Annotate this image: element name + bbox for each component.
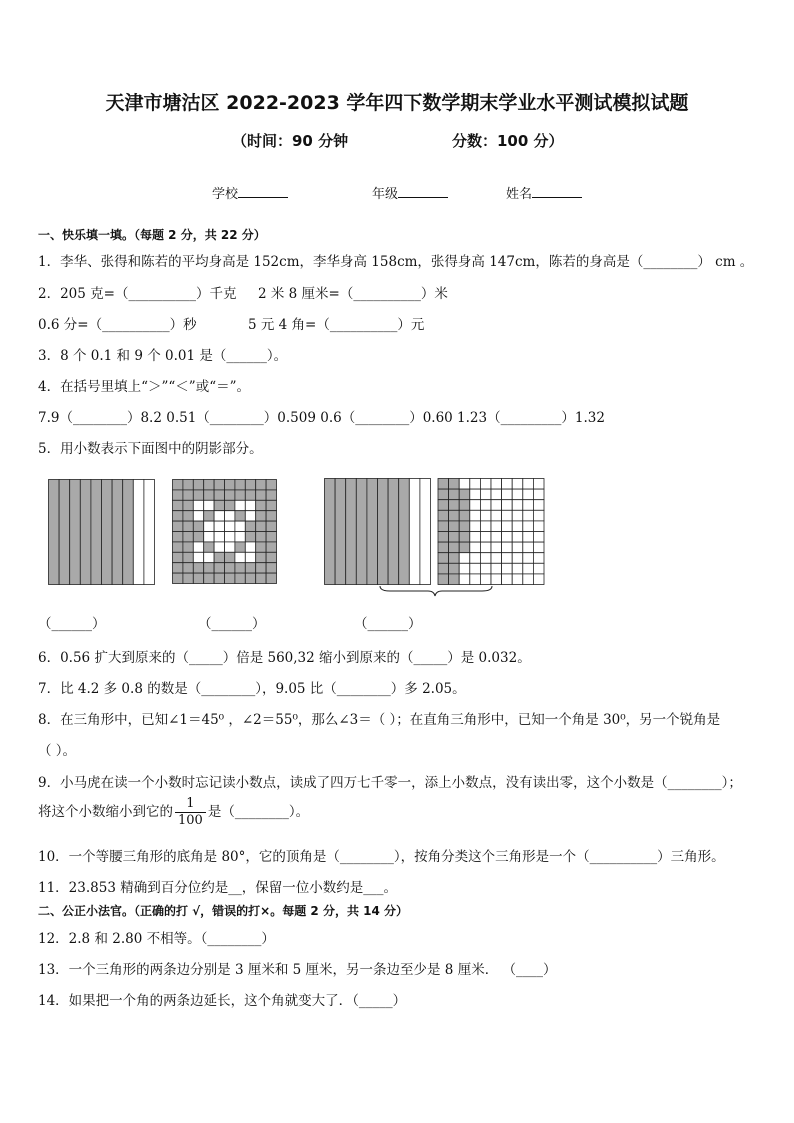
grid-cell xyxy=(449,489,460,500)
question-12: 12．2.8 和 2.80 不相等。（________） xyxy=(38,931,275,947)
column-strip xyxy=(325,479,336,585)
grid-cell xyxy=(245,480,255,490)
grid-cell xyxy=(256,490,266,500)
grid-cell xyxy=(459,563,470,574)
question-5: 5．用小数表示下面图中的阴影部分。 xyxy=(38,441,263,457)
grid-cell xyxy=(245,563,255,573)
column-strip xyxy=(112,480,123,585)
grid-cell xyxy=(512,521,523,532)
grid-cell xyxy=(491,489,502,500)
grid-cell xyxy=(235,511,245,521)
grid-cell xyxy=(204,563,214,573)
grid-cell xyxy=(459,532,470,543)
grid-cell xyxy=(256,563,266,573)
grid-cell xyxy=(266,511,276,521)
grid-cell xyxy=(459,489,470,500)
question-13: 13．一个三角形的两条边分别是 3 厘米和 5 厘米，另一条边至少是 8 厘米． （____） xyxy=(38,962,557,978)
grid-cell xyxy=(183,552,193,562)
fraction xyxy=(175,796,206,829)
grid-cell xyxy=(183,532,193,542)
grid-cell xyxy=(173,563,183,573)
grid-cell xyxy=(256,511,266,521)
grid-cell xyxy=(470,510,481,521)
column-strip xyxy=(144,480,155,585)
grid-cell xyxy=(214,511,224,521)
grid-cell xyxy=(502,542,513,553)
answer-fig3[interactable]: （______） xyxy=(354,616,422,632)
question-9-line1: 9．小马虎在读一个小数时忘记读小数点，读成了四万七千零一，添上小数点，没有读出零，这个小数是（________）； xyxy=(38,775,742,791)
question-9-text-b: 是（________）。 xyxy=(207,804,310,820)
grid-cell xyxy=(173,542,183,552)
grid-cell xyxy=(449,542,460,553)
page-title: 天津市塘沽区 2022-2023 学年四下数学期末学业水平测试模拟试题 xyxy=(105,92,689,114)
grid-cell xyxy=(266,563,276,573)
grid-cell xyxy=(204,573,214,583)
grid-cell xyxy=(256,573,266,583)
grid-cell xyxy=(225,542,235,552)
grid-cell xyxy=(480,574,491,585)
grid-cell xyxy=(214,532,224,542)
column-strip xyxy=(80,480,91,585)
grid-cell xyxy=(502,553,513,564)
grid-cell xyxy=(480,489,491,500)
grid-cell xyxy=(449,479,460,490)
grid-cell xyxy=(533,542,544,553)
grid-cell xyxy=(256,521,266,531)
grid-cell xyxy=(512,553,523,564)
question-1: 1．李华、张得和陈若的平均身高是 152cm，李华身高 158cm，张得身高 147cm，陈若的身高是（________） cm 。 xyxy=(38,254,754,270)
column-strip xyxy=(409,479,420,585)
grid-cell xyxy=(470,553,481,564)
grid-cell xyxy=(204,511,214,521)
grid-cell xyxy=(173,511,183,521)
grid-cell xyxy=(225,563,235,573)
grid-cell xyxy=(183,511,193,521)
grid-cell xyxy=(438,563,449,574)
grid-cell xyxy=(245,542,255,552)
grid-cell xyxy=(470,521,481,532)
grade-field[interactable] xyxy=(372,183,448,202)
grid-cell xyxy=(256,532,266,542)
question-7: 7．比 4.2 多 0.8 的数是（________），9.05 比（________）多 2.05。 xyxy=(38,681,466,697)
grid-cell xyxy=(193,542,203,552)
grid-cell xyxy=(256,480,266,490)
grid-cell xyxy=(193,552,203,562)
fraction-denominator: 100 xyxy=(178,813,203,828)
question-4-items: 7.9（________）8.2 0.51（________）0.509 0.6（________）0.60 1.23（_________）1.32 xyxy=(38,410,605,426)
column-strip xyxy=(420,479,431,585)
grid-cell xyxy=(225,573,235,583)
grid-cell xyxy=(173,480,183,490)
column-strip xyxy=(59,480,70,585)
brace xyxy=(380,586,492,596)
grid-cell xyxy=(225,480,235,490)
grid-cell xyxy=(459,500,470,511)
grid-cell xyxy=(245,532,255,542)
grid-cell xyxy=(512,489,523,500)
section1-title: 一、快乐填一填。（每题 2 分，共 22 分） xyxy=(38,228,266,242)
column-strip xyxy=(102,480,113,585)
name-blank[interactable] xyxy=(532,184,582,198)
grid-cell xyxy=(438,500,449,511)
grid-cell xyxy=(214,480,224,490)
grid-cell xyxy=(225,511,235,521)
figure-grid xyxy=(172,479,278,585)
column-strip xyxy=(70,480,81,585)
grid-cell xyxy=(235,490,245,500)
grid-cell xyxy=(470,500,481,511)
grid-cell xyxy=(438,542,449,553)
grid-cell xyxy=(235,480,245,490)
grid-cell xyxy=(459,574,470,585)
figure-two-grids xyxy=(324,478,546,598)
grid-cell xyxy=(204,542,214,552)
grid-cell xyxy=(183,542,193,552)
school-label: 学校 xyxy=(212,187,239,202)
grid-cell xyxy=(225,490,235,500)
grid-cell xyxy=(266,542,276,552)
section2-title: 二、公正小法官。（正确的打 √，错误的打×。每题 2 分，共 14 分） xyxy=(38,904,408,918)
grid-cell xyxy=(449,532,460,543)
grid-cell xyxy=(235,521,245,531)
grid-cell xyxy=(266,500,276,510)
grid-cell xyxy=(173,490,183,500)
grid-cell xyxy=(214,573,224,583)
grid-cell xyxy=(523,510,534,521)
grid-cell xyxy=(438,521,449,532)
grid-cell xyxy=(459,553,470,564)
grid-cell xyxy=(470,479,481,490)
grid-cell xyxy=(491,510,502,521)
grid-cell xyxy=(470,542,481,553)
grid-cell xyxy=(533,532,544,543)
grid-cell xyxy=(193,532,203,542)
grid-cell xyxy=(193,490,203,500)
grid-cell xyxy=(533,500,544,511)
question-9-line2 xyxy=(38,796,309,829)
question-14: 14．如果把一个角的两条边延长，这个角就变大了．（_____） xyxy=(38,993,407,1009)
grid-cell xyxy=(491,574,502,585)
grid-cell xyxy=(183,521,193,531)
grid-cell xyxy=(533,510,544,521)
grid-cell xyxy=(245,573,255,583)
grid-cell xyxy=(480,521,491,532)
grid-cell xyxy=(512,532,523,543)
grid-cell xyxy=(533,563,544,574)
grid-cell xyxy=(256,542,266,552)
column-strip xyxy=(123,480,134,585)
question-2d: 5 元 4 角=（__________）元 xyxy=(248,317,425,333)
grid-cell xyxy=(204,552,214,562)
grid-cell xyxy=(266,573,276,583)
grid-cell xyxy=(523,553,534,564)
grid-cell xyxy=(214,490,224,500)
figure-columns xyxy=(48,479,156,585)
grid-cell xyxy=(491,521,502,532)
column-strip xyxy=(49,480,60,585)
column-strip xyxy=(378,479,389,585)
grid-cell xyxy=(502,489,513,500)
question-2a: 2．205 克=（__________）千克 xyxy=(38,286,237,302)
grid-cell xyxy=(245,552,255,562)
grid-cell xyxy=(502,574,513,585)
name-label: 姓名 xyxy=(506,187,533,202)
grid-cell xyxy=(183,563,193,573)
grid-cell xyxy=(183,500,193,510)
column-strip xyxy=(399,479,410,585)
grid-cell xyxy=(502,510,513,521)
grid-cell xyxy=(214,542,224,552)
grid-cell xyxy=(214,552,224,562)
grid-cell xyxy=(491,542,502,553)
grid-cell xyxy=(225,552,235,562)
grid-cell xyxy=(266,521,276,531)
grid-cell xyxy=(235,563,245,573)
grade-blank[interactable] xyxy=(398,184,448,198)
grid-cell xyxy=(449,574,460,585)
grid-cell xyxy=(480,553,491,564)
grid-cell xyxy=(235,552,245,562)
grid-cell xyxy=(173,532,183,542)
grid-cell xyxy=(491,532,502,543)
grid-cell xyxy=(533,489,544,500)
grid-cell xyxy=(245,490,255,500)
grid-cell xyxy=(491,553,502,564)
grid-cell xyxy=(173,552,183,562)
grid-cell xyxy=(491,563,502,574)
exam-time: （时间：90 分钟 xyxy=(232,132,349,150)
grid-cell xyxy=(533,553,544,564)
grid-cell xyxy=(173,500,183,510)
grid-cell xyxy=(204,521,214,531)
question-2b: 2 米 8 厘米=（__________）米 xyxy=(258,286,448,302)
grid-cell xyxy=(523,479,534,490)
grid-cell xyxy=(225,532,235,542)
grid-cell xyxy=(470,489,481,500)
column-strip xyxy=(91,480,102,585)
fraction-numerator: 1 xyxy=(175,796,206,813)
grid-cell xyxy=(245,500,255,510)
grid-cell xyxy=(266,532,276,542)
grid-cell xyxy=(523,532,534,543)
grid-cell xyxy=(245,511,255,521)
question-4: 4．在括号里填上“＞”“＜”或“＝”。 xyxy=(38,379,250,395)
grid-cell xyxy=(502,479,513,490)
grid-cell xyxy=(480,563,491,574)
grid-cell xyxy=(491,500,502,511)
grid-cell xyxy=(438,489,449,500)
grid-cell xyxy=(235,500,245,510)
grid-cell xyxy=(235,542,245,552)
question-8-line2: （ ）。 xyxy=(38,743,77,759)
grid-cell xyxy=(523,489,534,500)
grid-cell xyxy=(459,479,470,490)
grid-cell xyxy=(480,532,491,543)
grid-cell xyxy=(523,500,534,511)
grid-cell xyxy=(523,574,534,585)
grid-cell xyxy=(523,563,534,574)
question-11: 11．23.853 精确到百分位约是__，保留一位小数约是___。 xyxy=(38,880,397,896)
grid-cell xyxy=(470,532,481,543)
grid-cell xyxy=(449,553,460,564)
question-3: 3．8 个 0.1 和 9 个 0.01 是（______）。 xyxy=(38,348,288,364)
grade-label: 年级 xyxy=(372,187,399,202)
grid-cell xyxy=(512,500,523,511)
question-8-line1: 8．在三角形中，已知∠1＝45⁰ ，∠2＝55⁰，那么∠3＝（ ）；在直角三角形中，已知一个角是 30⁰，另一个锐角是 xyxy=(38,712,721,728)
grid-cell xyxy=(266,490,276,500)
grid-cell xyxy=(533,574,544,585)
grid-cell xyxy=(449,563,460,574)
question-9-text-a: 将这个小数缩小到它的 xyxy=(38,804,173,820)
exam-score: 分数：100 分） xyxy=(452,132,564,150)
grid-cell xyxy=(266,480,276,490)
column-strip xyxy=(133,480,144,585)
grid-cell xyxy=(470,563,481,574)
grid-cell xyxy=(449,521,460,532)
grid-cell xyxy=(225,500,235,510)
grid-cell xyxy=(214,563,224,573)
column-strip xyxy=(335,479,346,585)
grid-cell xyxy=(193,511,203,521)
grid-cell xyxy=(480,500,491,511)
column-strip xyxy=(367,479,378,585)
question-10: 10．一个等腰三角形的底角是 80°，它的顶角是（________），按角分类这个三角形是一个（__________）三角形。 xyxy=(38,849,725,865)
grid-cell xyxy=(214,521,224,531)
grid-cell xyxy=(459,510,470,521)
grid-cell xyxy=(225,521,235,531)
grid-cell xyxy=(512,574,523,585)
grid-cell xyxy=(449,500,460,511)
grid-cell xyxy=(512,510,523,521)
question-6: 6．0.56 扩大到原来的（_____）倍是 560,32 缩小到原来的（_____）是 0.032。 xyxy=(38,650,531,666)
grid-cell xyxy=(438,510,449,521)
grid-cell xyxy=(502,532,513,543)
grid-cell xyxy=(512,479,523,490)
grid-cell xyxy=(449,510,460,521)
grid-cell xyxy=(502,500,513,511)
answer-fig2[interactable]: （______） xyxy=(198,616,266,632)
grid-cell xyxy=(204,490,214,500)
grid-cell xyxy=(533,521,544,532)
grid-cell xyxy=(266,552,276,562)
grid-cell xyxy=(502,521,513,532)
grid-cell xyxy=(256,552,266,562)
grid-cell xyxy=(193,521,203,531)
grid-cell xyxy=(438,479,449,490)
grid-cell xyxy=(235,573,245,583)
grid-cell xyxy=(523,542,534,553)
name-field[interactable] xyxy=(506,183,582,202)
answer-fig1[interactable]: （______） xyxy=(38,616,106,632)
grid-cell xyxy=(204,500,214,510)
grid-cell xyxy=(438,574,449,585)
grid-cell xyxy=(480,542,491,553)
grid-cell xyxy=(173,573,183,583)
school-blank[interactable] xyxy=(238,184,288,198)
grid-cell xyxy=(183,490,193,500)
grid-cell xyxy=(193,480,203,490)
grid-cell xyxy=(193,563,203,573)
school-field[interactable] xyxy=(212,183,288,202)
grid-cell xyxy=(183,573,193,583)
column-strip xyxy=(388,479,399,585)
grid-cell xyxy=(512,542,523,553)
grid-cell xyxy=(459,542,470,553)
grid-cell xyxy=(214,500,224,510)
grid-cell xyxy=(459,521,470,532)
grid-cell xyxy=(512,563,523,574)
column-strip xyxy=(356,479,367,585)
grid-cell xyxy=(235,532,245,542)
grid-cell xyxy=(204,480,214,490)
grid-cell xyxy=(193,573,203,583)
grid-cell xyxy=(256,500,266,510)
grid-cell xyxy=(491,479,502,490)
grid-cell xyxy=(438,553,449,564)
grid-cell xyxy=(183,480,193,490)
grid-cell xyxy=(480,510,491,521)
grid-cell xyxy=(480,479,491,490)
grid-cell xyxy=(173,521,183,531)
grid-cell xyxy=(502,563,513,574)
grid-cell xyxy=(438,532,449,543)
grid-cell xyxy=(193,500,203,510)
grid-cell xyxy=(533,479,544,490)
grid-cell xyxy=(245,521,255,531)
question-2c: 0.6 分=（__________）秒 xyxy=(38,317,197,333)
grid-cell xyxy=(523,521,534,532)
grid-cell xyxy=(470,574,481,585)
column-strip xyxy=(346,479,357,585)
grid-cell xyxy=(204,532,214,542)
